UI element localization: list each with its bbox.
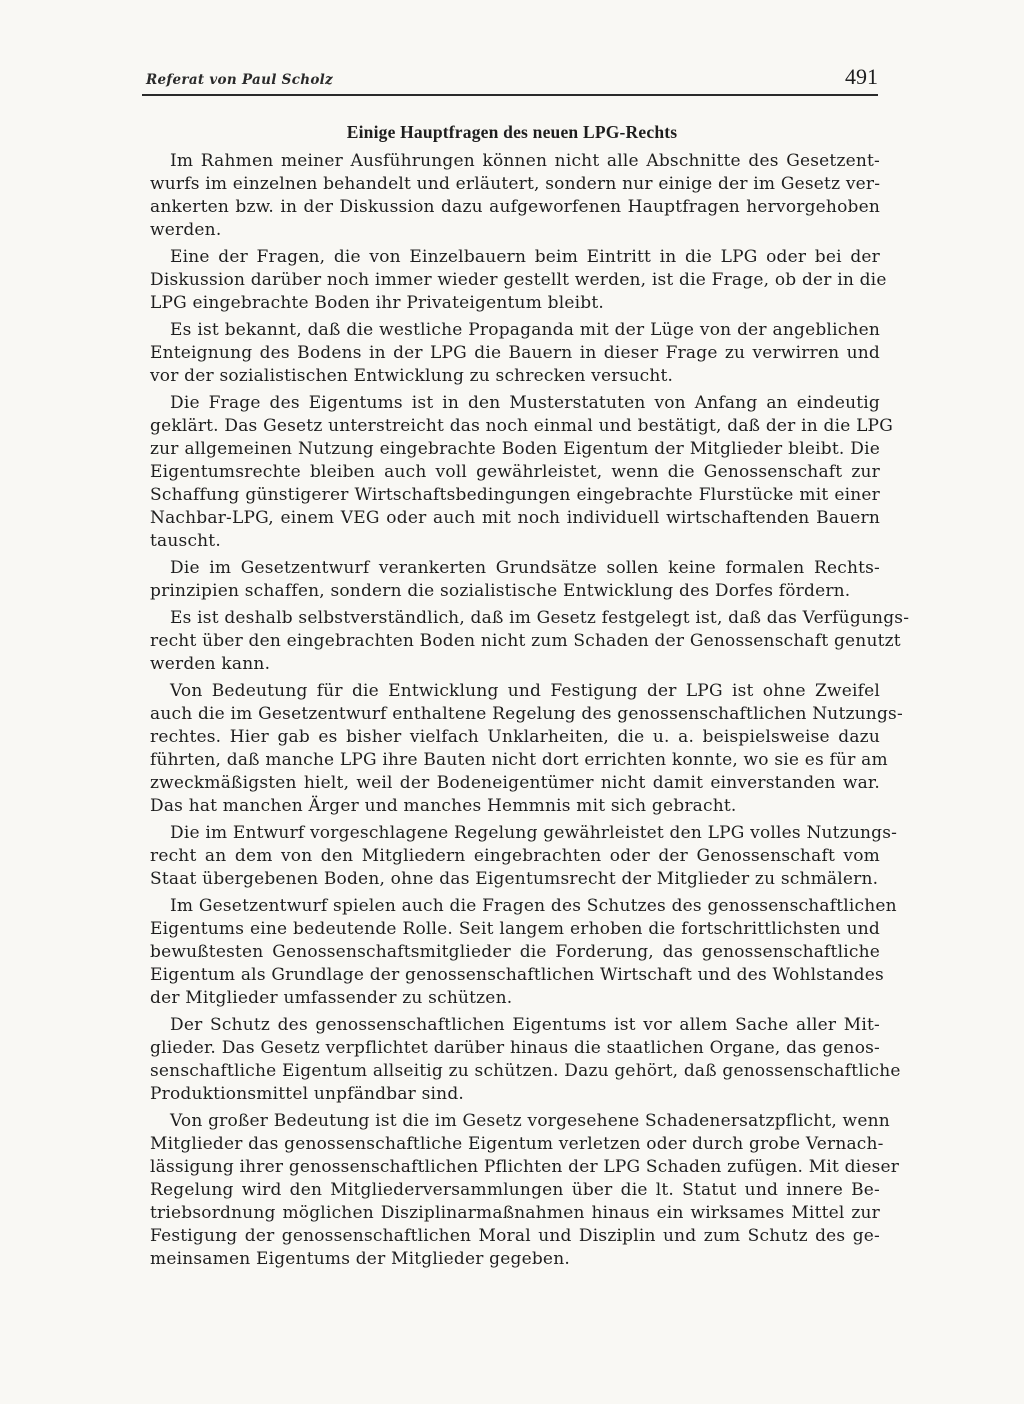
text-line: Enteignung des Bodens in der LPG die Bauern in dieser Frage zu verwirren und [150, 343, 880, 363]
text-line: Staat übergebenen Boden, ohne das Eigentumsrecht der Mitglieder zu schmälern. [150, 869, 879, 889]
text-line: Der Schutz des genossenschaftlichen Eigentums ist vor allem Sache aller Mit- [170, 1015, 880, 1035]
text-line: Von Bedeutung für die Entwicklung und Festigung der LPG ist ohne Zweifel [170, 681, 880, 701]
paragraph [150, 895, 897, 1010]
text-line: geklärt. Das Gesetz unterstreicht das noch einmal und bestätigt, daß der in die LPG [150, 416, 893, 436]
text-line: Im Gesetzentwurf spielen auch die Fragen des Schutzes des genossenschaftlichen [170, 896, 897, 916]
text-line: Die im Gesetzentwurf verankerten Grundsätze sollen keine formalen Rechts- [170, 558, 880, 578]
text-line: Im Rahmen meiner Ausführungen können nicht alle Abschnitte des Gesetzent- [170, 151, 880, 171]
paragraph [150, 1014, 901, 1106]
text-line: tauscht. [150, 531, 221, 551]
text-line: auch die im Gesetzentwurf enthaltene Regelung des genossenschaftlichen Nutzungs- [150, 704, 903, 724]
text-line: Nachbar-LPG, einem VEG oder auch mit noch individuell wirtschaftenden Bauern [150, 508, 880, 528]
paragraph [150, 392, 893, 553]
text-line: Die im Entwurf vorgeschlagene Regelung gewährleistet den LPG volles Nutzungs- [170, 823, 898, 843]
paragraph [150, 607, 910, 676]
text-line: Produktionsmittel unpfändbar sind. [150, 1084, 465, 1104]
text-line: werden. [150, 220, 222, 240]
text-line: recht über den eingebrachten Boden nicht zum Schaden der Genossenschaft genutzt [150, 631, 901, 651]
text-line: Es ist bekannt, daß die westliche Propaganda mit der Lüge von der angeblichen [170, 320, 880, 340]
text-line: wurfs im einzelnen behandelt und erläutert, sondern nur einige der im Gesetz ver- [150, 174, 881, 194]
text-line: senschaftliche Eigentum allseitig zu schützen. Dazu gehört, daß genossenschaftliche [150, 1061, 901, 1081]
paragraph [150, 557, 880, 603]
text-line: bewußtesten Genossenschaftsmitglieder die Forderung, das genossenschaftliche [150, 942, 880, 962]
text-line: Regelung wird den Mitgliederversammlungen über die lt. Statut und innere Be- [150, 1180, 880, 1200]
text-line: Das hat manchen Ärger und manches Hemmnis mit sich gebracht. [150, 796, 737, 816]
text-line: rechtes. Hier gab es bisher vielfach Unklarheiten, die u. a. beispielsweise dazu [150, 727, 880, 747]
text-line: LPG eingebrachte Boden ihr Privateigentum bleibt. [150, 293, 604, 313]
text-line: Eigentum als Grundlage der genossenschaftlichen Wirtschaft und des Wohlstandes [150, 965, 884, 985]
text-line: Schaffung günstigerer Wirtschaftsbedingungen eingebrachte Flurstücke mit einer [150, 485, 880, 505]
text-line: Eine der Fragen, die von Einzelbauern beim Eintritt in die LPG oder bei der [170, 247, 880, 267]
text-line: werden kann. [150, 654, 271, 674]
text-line: zweckmäßigsten hielt, weil der Bodeneigentümer nicht damit einverstanden war. [150, 773, 880, 793]
running-head: Referat von Paul Scholz [146, 72, 334, 88]
paragraph [150, 680, 903, 818]
page-number: 491 [845, 64, 878, 89]
text-line: Eigentums eine bedeutende Rolle. Seit langem erhoben die fortschrittlichsten und [150, 919, 880, 939]
section-heading: Einige Hauptfragen des neuen LPG-Rechts [346, 122, 678, 142]
text-line: triebsordnung möglichen Disziplinarmaßnahmen hinaus ein wirksames Mittel zur [150, 1203, 880, 1223]
text-line: Die Frage des Eigentums ist in den Musterstatuten von Anfang an eindeutig [170, 393, 880, 413]
text-line: glieder. Das Gesetz verpflichtet darüber hinaus die staatlichen Organe, das genos- [150, 1038, 880, 1058]
text-line: Von großer Bedeutung ist die im Gesetz vorgesehene Schadenersatzpflicht, wenn [170, 1111, 890, 1131]
text-line: Es ist deshalb selbstverständlich, daß im Gesetz festgelegt ist, daß das Verfügungs- [170, 608, 910, 628]
header-rule [142, 94, 878, 96]
paragraph [150, 822, 898, 891]
paragraph [150, 1110, 900, 1271]
body-text [150, 150, 910, 1275]
text-line: zur allgemeinen Nutzung eingebrachte Boden Eigentum der Mitglieder bleibt. Die [150, 439, 880, 459]
text-line: Mitglieder das genossenschaftliche Eigentum verletzen oder durch grobe Vernach- [150, 1134, 884, 1154]
text-line: prinzipien schaffen, sondern die sozialistische Entwicklung des Dorfes fördern. [150, 581, 851, 601]
text-line: Eigentumsrechte bleiben auch voll gewährleistet, wenn die Genossenschaft zur [150, 462, 880, 482]
text-line: ankerten bzw. in der Diskussion dazu aufgeworfenen Hauptfragen hervorgehoben [150, 197, 880, 217]
text-line: der Mitglieder umfassender zu schützen. [150, 988, 513, 1008]
text-line: recht an dem von den Mitgliedern eingebrachten oder der Genossenschaft vom [150, 846, 880, 866]
text-line: vor der sozialistischen Entwicklung zu schrecken versucht. [150, 366, 674, 386]
text-line: lässigung ihrer genossenschaftlichen Pflichten der LPG Schaden zufügen. Mit dieser [150, 1157, 900, 1177]
text-line: Diskussion darüber noch immer wieder gestellt werden, ist die Frage, ob der in die [150, 270, 887, 290]
paragraph [150, 319, 880, 388]
paragraph [150, 246, 887, 315]
paragraph [150, 150, 880, 242]
text-line: meinsamen Eigentums der Mitglieder gegeben. [150, 1249, 570, 1269]
text-line: führten, daß manche LPG ihre Bauten nicht dort errichten konnte, wo sie es für am [150, 750, 888, 770]
text-line: Festigung der genossenschaftlichen Moral und Disziplin und zum Schutz des ge- [150, 1226, 880, 1246]
